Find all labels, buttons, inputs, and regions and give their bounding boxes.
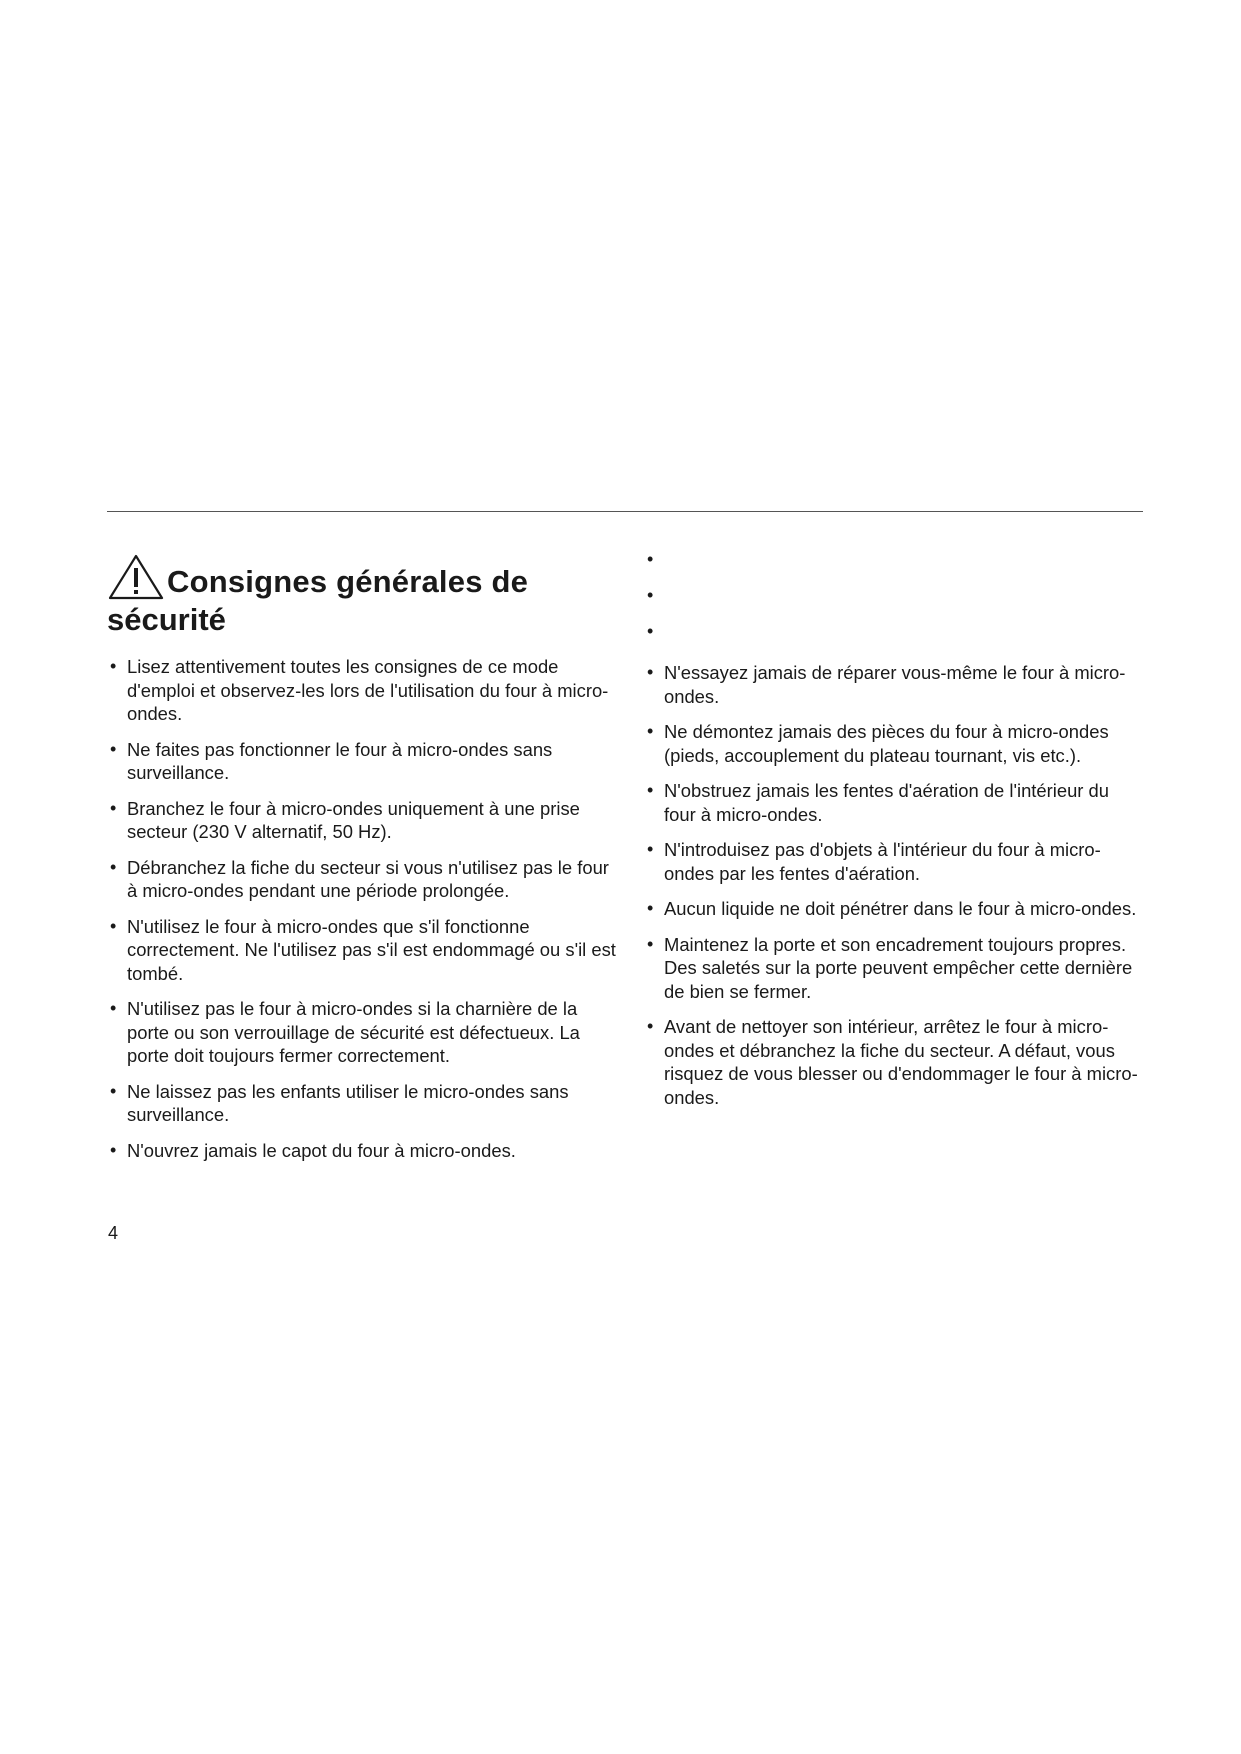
empty-list-item: • bbox=[647, 549, 654, 569]
empty-bullet-list bbox=[644, 548, 1144, 656]
list-item: • N'essayez jamais de réparer vous-même le four à micro-ondes. bbox=[647, 662, 1126, 707]
page-number: 4 bbox=[108, 1223, 119, 1243]
right-bullet-list bbox=[644, 661, 1144, 1109]
list-item: • Débranchez la fiche du secteur si vous n'utilisez pas le four à micro-ondes pendant une période prolongée. bbox=[110, 856, 609, 901]
top-rule bbox=[107, 511, 1143, 512]
list-item: • Avant de nettoyer son intérieur, arrêtez le four à micro-ondes et débranchez la fiche du secteur. A défaut, vous risquez de vous blesser ou d'endommager le four à micro-ondes. bbox=[647, 1016, 1138, 1108]
list-item: • N'obstruez jamais les fentes d'aération de l'intérieur du four à micro-ondes. bbox=[647, 780, 1109, 825]
left-column bbox=[107, 553, 617, 1174]
right-column bbox=[644, 548, 1144, 1121]
empty-list-item: • bbox=[647, 585, 654, 605]
list-item: • Lisez attentivement toutes les consignes de ce mode d'emploi et observez-les lors de l'utilisation du four à micro-ondes. bbox=[110, 656, 609, 724]
list-item: • N'ouvrez jamais le capot du four à micro-ondes. bbox=[110, 1139, 516, 1161]
heading-line-2: sécurité bbox=[107, 602, 226, 637]
left-bullet-list bbox=[107, 655, 617, 1162]
heading-line-1: Consignes générales de bbox=[167, 564, 529, 599]
warning-triangle-icon bbox=[107, 553, 165, 601]
list-item: • Ne faites pas fonctionner le four à micro-ondes sans surveillance. bbox=[110, 738, 553, 783]
list-item: • N'utilisez le four à micro-ondes que s'il fonctionne correctement. Ne l'utilisez pas s'il est endommagé ou s'il est tombé. bbox=[110, 915, 616, 984]
list-item: • Ne démontez jamais des pièces du four à micro-ondes (pieds, accouplement du plateau tournant, vis etc.). bbox=[647, 721, 1109, 766]
list-item: • N'introduisez pas d'objets à l'intérieur du four à micro-ondes par les fentes d'aération. bbox=[647, 839, 1101, 884]
list-item: • Branchez le four à micro-ondes uniquement à une prise secteur (230 V alternatif, 50 Hz). bbox=[110, 797, 580, 842]
list-item: • N'utilisez pas le four à micro-ondes si la charnière de la porte ou son verrouillage de sécurité est défectueux. La porte doit toujours fermer correctement. bbox=[110, 998, 580, 1066]
list-item: • Maintenez la porte et son encadrement toujours propres. Des saletés sur la porte peuvent empêcher cette dernière de bien se fermer. bbox=[647, 933, 1133, 1002]
empty-list-item: • bbox=[647, 621, 654, 641]
section-heading bbox=[107, 553, 617, 639]
list-item: • Aucun liquide ne doit pénétrer dans le four à micro-ondes. bbox=[647, 898, 1137, 919]
list-item: • Ne laissez pas les enfants utiliser le micro-ondes sans surveillance. bbox=[110, 1080, 569, 1125]
